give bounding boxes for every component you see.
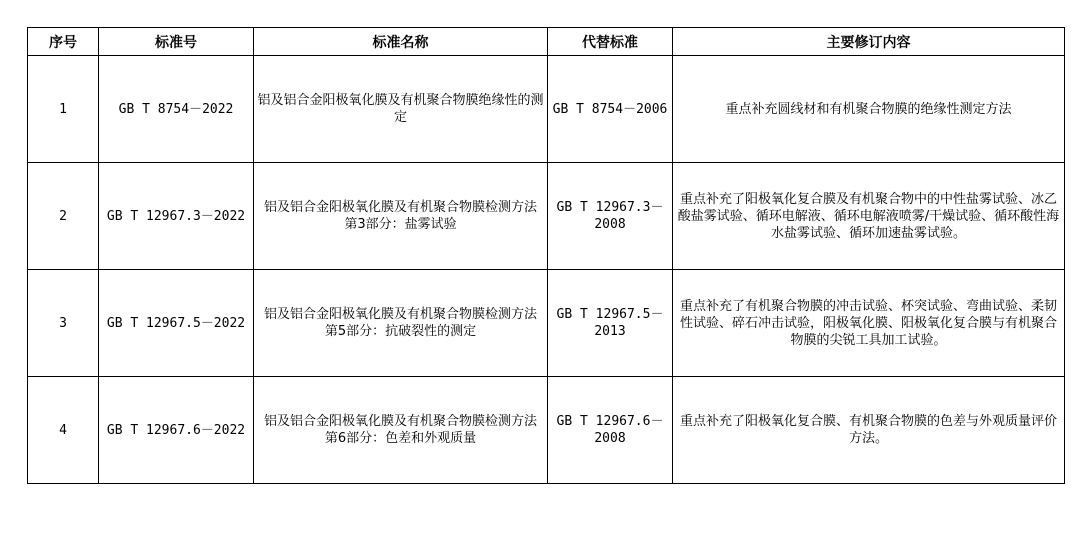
serial-cell: 4 [28, 377, 99, 484]
standard-number-cell: GB T 12967.6－2022 [99, 377, 254, 484]
replaced-standard-cell: GB T 12967.3－2008 [548, 163, 673, 270]
table-body [28, 56, 1065, 484]
replaced-standard-cell: GB T 12967.5－2013 [548, 270, 673, 377]
standard-name-cell: 铝及铝合金阳极氧化膜及有机聚合物膜检测方法 第3部分：盐雾试验 [254, 163, 548, 270]
standard-name-cell: 铝及铝合金阳极氧化膜及有机聚合物膜检测方法 第6部分：色差和外观质量 [254, 377, 548, 484]
revision-content-cell: 重点补充了阳极氧化复合膜、有机聚合物膜的色差与外观质量评价方法。 [673, 377, 1065, 484]
col-header-standard-number: 标准号 [99, 28, 254, 56]
table-row [28, 270, 1065, 377]
header-row [28, 28, 1065, 56]
replaced-standard-cell: GB T 8754－2006 [548, 56, 673, 163]
revision-content-cell: 重点补充圆线材和有机聚合物膜的绝缘性测定方法 [673, 56, 1065, 163]
table-row [28, 377, 1065, 484]
revision-content-cell: 重点补充了阳极氧化复合膜及有机聚合物中的中性盐雾试验、冰乙酸盐雾试验、循环电解液、循环电解液喷雾/干燥试验、循环酸性海水盐雾试验、循环加速盐雾试验。 [673, 163, 1065, 270]
standard-number-cell: GB T 12967.3－2022 [99, 163, 254, 270]
revision-content-cell: 重点补充了有机聚合物膜的冲击试验、杯突试验、弯曲试验、柔韧性试验、碎石冲击试验，阳极氧化膜、阳极氧化复合膜与有机聚合物膜的尖锐工具加工试验。 [673, 270, 1065, 377]
replaced-standard-cell: GB T 12967.6－2008 [548, 377, 673, 484]
serial-cell: 2 [28, 163, 99, 270]
standard-name-cell: 铝及铝合金阳极氧化膜及有机聚合物膜绝缘性的测定 [254, 56, 548, 163]
col-header-replaced-standard: 代替标准 [548, 28, 673, 56]
col-header-serial: 序号 [28, 28, 99, 56]
col-header-revision-content: 主要修订内容 [673, 28, 1065, 56]
standard-name-cell: 铝及铝合金阳极氧化膜及有机聚合物膜检测方法 第5部分：抗破裂性的测定 [254, 270, 548, 377]
col-header-standard-name: 标准名称 [254, 28, 548, 56]
table-header [28, 28, 1065, 56]
table-row [28, 163, 1065, 270]
standard-number-cell: GB T 8754－2022 [99, 56, 254, 163]
standards-table [27, 27, 1065, 484]
standard-number-cell: GB T 12967.5－2022 [99, 270, 254, 377]
table-row [28, 56, 1065, 163]
serial-cell: 3 [28, 270, 99, 377]
serial-cell: 1 [28, 56, 99, 163]
